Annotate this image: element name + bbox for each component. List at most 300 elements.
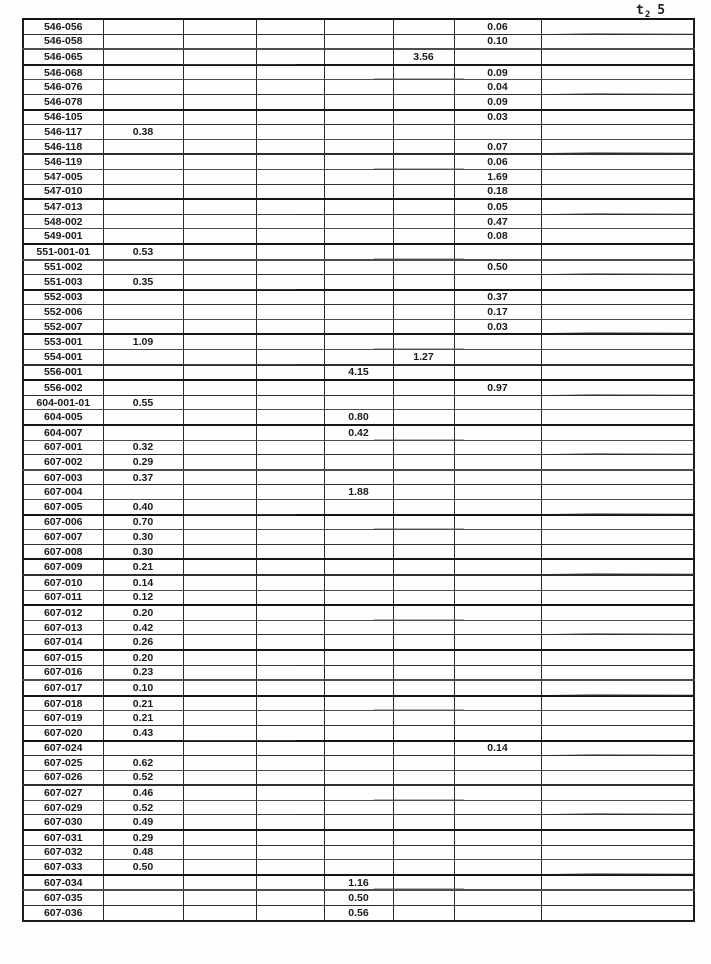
value-cell: [103, 350, 183, 365]
value-cell: [541, 711, 694, 726]
value-cell: [256, 530, 324, 545]
row-id-cell: 607-007: [23, 530, 103, 545]
value-cell: [324, 500, 393, 515]
value-cell: [541, 906, 694, 921]
row-id-cell: 546-105: [23, 110, 103, 125]
value-cell: [541, 244, 694, 260]
value-cell: 0.29: [103, 455, 183, 470]
table-row: [23, 350, 694, 365]
value-cell: [541, 334, 694, 349]
row-id-cell: 549-001: [23, 229, 103, 244]
row-id-cell: 552-003: [23, 290, 103, 305]
value-cell: [256, 741, 324, 756]
value-cell: [103, 875, 183, 891]
value-cell: [541, 756, 694, 771]
value-cell: [324, 544, 393, 559]
table-row: [23, 845, 694, 860]
value-cell: [183, 425, 256, 440]
table-row: [23, 785, 694, 800]
value-cell: [393, 34, 454, 49]
value-cell: [393, 575, 454, 590]
value-cell: [256, 410, 324, 425]
value-cell: [393, 875, 454, 891]
value-cell: [256, 470, 324, 485]
value-cell: [393, 275, 454, 290]
value-cell: [393, 785, 454, 800]
value-cell: [103, 290, 183, 305]
value-cell: [541, 635, 694, 650]
value-cell: [256, 334, 324, 349]
value-cell: [183, 395, 256, 410]
value-cell: [393, 590, 454, 605]
value-cell: [103, 65, 183, 80]
value-cell: [454, 244, 541, 260]
value-cell: 0.09: [454, 94, 541, 109]
value-cell: [324, 696, 393, 711]
value-cell: [183, 244, 256, 260]
row-id-cell: 552-007: [23, 319, 103, 334]
row-id-cell: 552-006: [23, 305, 103, 320]
value-cell: [454, 906, 541, 921]
value-cell: [393, 94, 454, 109]
value-cell: [393, 214, 454, 229]
value-cell: 0.03: [454, 319, 541, 334]
value-cell: [393, 425, 454, 440]
value-cell: [183, 530, 256, 545]
value-cell: [324, 395, 393, 410]
value-cell: [454, 725, 541, 740]
value-cell: [324, 530, 393, 545]
value-cell: 0.21: [103, 696, 183, 711]
value-cell: 0.47: [454, 214, 541, 229]
value-cell: 0.48: [103, 845, 183, 860]
value-cell: [454, 845, 541, 860]
value-cell: [183, 544, 256, 559]
value-cell: [541, 199, 694, 214]
value-cell: [256, 515, 324, 530]
value-cell: [256, 244, 324, 260]
value-cell: [256, 440, 324, 455]
table-row: [23, 214, 694, 229]
row-id-cell: 547-013: [23, 199, 103, 214]
value-cell: [256, 696, 324, 711]
value-cell: [256, 500, 324, 515]
value-cell: [541, 290, 694, 305]
table-row: [23, 680, 694, 696]
value-cell: [324, 830, 393, 845]
table-row: [23, 455, 694, 470]
data-table-body: [23, 19, 694, 921]
value-cell: [256, 275, 324, 290]
row-id-cell: 607-025: [23, 756, 103, 771]
value-cell: [454, 711, 541, 726]
value-cell: [103, 380, 183, 395]
corner-label-suffix: 5: [657, 3, 667, 18]
table-row: [23, 620, 694, 635]
value-cell: [541, 470, 694, 485]
row-id-cell: 607-005: [23, 500, 103, 515]
row-id-cell: 607-008: [23, 544, 103, 559]
value-cell: [393, 110, 454, 125]
table-row: [23, 49, 694, 65]
value-cell: [183, 485, 256, 500]
row-id-cell: 607-014: [23, 635, 103, 650]
value-cell: [183, 800, 256, 815]
value-cell: [393, 365, 454, 381]
value-cell: [541, 845, 694, 860]
value-cell: [324, 860, 393, 875]
row-id-cell: 607-002: [23, 455, 103, 470]
value-cell: [541, 559, 694, 575]
value-cell: 3.56: [393, 49, 454, 65]
value-cell: 0.32: [103, 440, 183, 455]
value-cell: 0.29: [103, 830, 183, 845]
value-cell: [393, 125, 454, 140]
corner-label-subscript: 2: [644, 10, 652, 20]
value-cell: [393, 815, 454, 830]
value-cell: [183, 860, 256, 875]
value-cell: [454, 620, 541, 635]
table-row: [23, 559, 694, 575]
value-cell: [541, 485, 694, 500]
value-cell: [183, 380, 256, 395]
row-id-cell: 554-001: [23, 350, 103, 365]
table-row: [23, 19, 694, 34]
row-id-cell: 607-031: [23, 830, 103, 845]
value-cell: [541, 575, 694, 590]
value-cell: [541, 65, 694, 80]
value-cell: [324, 680, 393, 696]
value-cell: [103, 741, 183, 756]
value-cell: [183, 125, 256, 140]
value-cell: [393, 485, 454, 500]
value-cell: [454, 455, 541, 470]
value-cell: [454, 395, 541, 410]
table-row: [23, 741, 694, 756]
value-cell: [454, 756, 541, 771]
row-id-cell: 546-076: [23, 80, 103, 95]
row-id-cell: 546-056: [23, 19, 103, 34]
value-cell: [541, 425, 694, 440]
value-cell: [454, 125, 541, 140]
value-cell: [324, 244, 393, 260]
row-id-cell: 607-013: [23, 620, 103, 635]
row-id-cell: 607-009: [23, 559, 103, 575]
value-cell: 0.49: [103, 815, 183, 830]
value-cell: [183, 80, 256, 95]
value-cell: [541, 110, 694, 125]
value-cell: 0.53: [103, 244, 183, 260]
row-id-cell: 551-003: [23, 275, 103, 290]
table-row: [23, 800, 694, 815]
value-cell: [103, 184, 183, 199]
row-id-cell: 607-011: [23, 590, 103, 605]
value-cell: [393, 845, 454, 860]
value-cell: [324, 94, 393, 109]
table-row: [23, 260, 694, 275]
value-cell: 0.04: [454, 80, 541, 95]
table-row: [23, 410, 694, 425]
value-cell: [393, 860, 454, 875]
table-row: [23, 830, 694, 845]
table-row: [23, 334, 694, 349]
value-cell: [324, 800, 393, 815]
row-id-cell: 607-016: [23, 665, 103, 680]
value-cell: [183, 94, 256, 109]
value-cell: [256, 906, 324, 921]
value-cell: [454, 559, 541, 575]
value-cell: 0.21: [103, 559, 183, 575]
row-id-cell: 607-020: [23, 725, 103, 740]
value-cell: 0.10: [103, 680, 183, 696]
value-cell: [183, 711, 256, 726]
value-cell: [393, 725, 454, 740]
value-cell: [324, 350, 393, 365]
value-cell: [183, 575, 256, 590]
value-cell: [256, 485, 324, 500]
value-cell: 0.42: [324, 425, 393, 440]
row-id-cell: 546-058: [23, 34, 103, 49]
value-cell: 0.62: [103, 756, 183, 771]
value-cell: [541, 319, 694, 334]
value-cell: [541, 650, 694, 665]
row-id-cell: 548-002: [23, 214, 103, 229]
value-cell: [454, 515, 541, 530]
value-cell: [541, 94, 694, 109]
value-cell: 0.55: [103, 395, 183, 410]
value-cell: [103, 229, 183, 244]
value-cell: [393, 530, 454, 545]
value-cell: [393, 620, 454, 635]
value-cell: [183, 906, 256, 921]
table-row: [23, 875, 694, 891]
value-cell: [541, 49, 694, 65]
value-cell: [393, 260, 454, 275]
value-cell: [541, 530, 694, 545]
table-row: [23, 890, 694, 905]
value-cell: [183, 334, 256, 349]
value-cell: [324, 815, 393, 830]
value-cell: [183, 440, 256, 455]
table-row: [23, 635, 694, 650]
value-cell: [256, 800, 324, 815]
value-cell: 1.88: [324, 485, 393, 500]
table-row: [23, 485, 694, 500]
value-cell: 0.14: [103, 575, 183, 590]
value-cell: [454, 350, 541, 365]
value-cell: [256, 65, 324, 80]
table-row: [23, 125, 694, 140]
value-cell: [324, 199, 393, 214]
value-cell: [183, 815, 256, 830]
value-cell: [256, 34, 324, 49]
row-id-cell: 607-017: [23, 680, 103, 696]
value-cell: [454, 590, 541, 605]
value-cell: [256, 80, 324, 95]
value-cell: [256, 229, 324, 244]
row-id-cell: 546-078: [23, 94, 103, 109]
value-cell: [183, 756, 256, 771]
value-cell: [393, 696, 454, 711]
value-cell: [541, 229, 694, 244]
value-cell: [541, 680, 694, 696]
value-cell: [256, 620, 324, 635]
table-row: [23, 515, 694, 530]
row-id-cell: 607-015: [23, 650, 103, 665]
row-id-cell: 553-001: [23, 334, 103, 349]
value-cell: [541, 830, 694, 845]
row-id-cell: 604-005: [23, 410, 103, 425]
value-cell: 0.09: [454, 65, 541, 80]
table-row: [23, 94, 694, 109]
value-cell: [183, 605, 256, 620]
value-cell: [324, 214, 393, 229]
value-cell: [454, 530, 541, 545]
row-id-cell: 607-033: [23, 860, 103, 875]
value-cell: 0.37: [103, 470, 183, 485]
value-cell: [183, 139, 256, 154]
value-cell: [541, 515, 694, 530]
value-cell: 0.43: [103, 725, 183, 740]
value-cell: [103, 199, 183, 214]
value-cell: [256, 725, 324, 740]
table-row: [23, 696, 694, 711]
table-row: [23, 725, 694, 740]
value-cell: [324, 275, 393, 290]
value-cell: [256, 680, 324, 696]
value-cell: [103, 34, 183, 49]
value-cell: [183, 696, 256, 711]
value-cell: [393, 380, 454, 395]
value-cell: [393, 770, 454, 785]
value-cell: [541, 305, 694, 320]
table-row: [23, 815, 694, 830]
value-cell: [393, 635, 454, 650]
value-cell: [541, 696, 694, 711]
value-cell: [541, 800, 694, 815]
value-cell: [256, 365, 324, 381]
value-cell: [183, 260, 256, 275]
value-cell: [183, 350, 256, 365]
value-cell: [256, 665, 324, 680]
value-cell: [256, 214, 324, 229]
value-cell: [393, 559, 454, 575]
value-cell: [454, 425, 541, 440]
value-cell: [324, 711, 393, 726]
value-cell: [324, 590, 393, 605]
table-row: [23, 305, 694, 320]
value-cell: [393, 65, 454, 80]
value-cell: [393, 800, 454, 815]
value-cell: [103, 365, 183, 381]
value-cell: [393, 650, 454, 665]
value-cell: [393, 305, 454, 320]
value-cell: [541, 365, 694, 381]
table-row: [23, 906, 694, 921]
value-cell: 0.97: [454, 380, 541, 395]
table-row: [23, 544, 694, 559]
value-cell: [256, 890, 324, 905]
row-id-cell: 546-068: [23, 65, 103, 80]
value-cell: [393, 290, 454, 305]
value-cell: [454, 680, 541, 696]
value-cell: [256, 860, 324, 875]
value-cell: [183, 110, 256, 125]
value-cell: [256, 544, 324, 559]
value-cell: [183, 620, 256, 635]
table-row: [23, 440, 694, 455]
value-cell: [393, 515, 454, 530]
value-cell: 0.12: [103, 590, 183, 605]
value-cell: [454, 49, 541, 65]
value-cell: [183, 635, 256, 650]
value-cell: [324, 635, 393, 650]
value-cell: [541, 815, 694, 830]
value-cell: [324, 470, 393, 485]
value-cell: [103, 49, 183, 65]
value-cell: [256, 184, 324, 199]
value-cell: [324, 334, 393, 349]
value-cell: 0.52: [103, 770, 183, 785]
value-cell: [541, 139, 694, 154]
value-cell: [541, 184, 694, 199]
value-cell: [324, 290, 393, 305]
table-row: [23, 530, 694, 545]
row-id-cell: 556-001: [23, 365, 103, 381]
value-cell: [183, 275, 256, 290]
value-cell: [541, 860, 694, 875]
value-cell: [256, 455, 324, 470]
table-row: [23, 756, 694, 771]
value-cell: [256, 756, 324, 771]
row-id-cell: 607-036: [23, 906, 103, 921]
value-cell: [541, 875, 694, 891]
table-row: [23, 650, 694, 665]
table-row: [23, 139, 694, 154]
value-cell: [183, 650, 256, 665]
value-cell: [393, 500, 454, 515]
value-cell: [183, 470, 256, 485]
value-cell: [324, 305, 393, 320]
value-cell: [103, 110, 183, 125]
value-cell: [541, 410, 694, 425]
value-cell: [454, 665, 541, 680]
value-cell: [324, 139, 393, 154]
value-cell: [183, 770, 256, 785]
value-cell: 0.06: [454, 19, 541, 34]
value-cell: [324, 605, 393, 620]
value-cell: [541, 169, 694, 184]
value-cell: [183, 890, 256, 905]
row-id-cell: 607-034: [23, 875, 103, 891]
table-row: [23, 169, 694, 184]
value-cell: [256, 650, 324, 665]
value-cell: [454, 275, 541, 290]
row-id-cell: 607-027: [23, 785, 103, 800]
value-cell: [454, 440, 541, 455]
value-cell: [393, 665, 454, 680]
value-cell: [541, 260, 694, 275]
row-id-cell: 604-007: [23, 425, 103, 440]
value-cell: [393, 139, 454, 154]
value-cell: [454, 860, 541, 875]
row-id-cell: 607-004: [23, 485, 103, 500]
value-cell: [256, 559, 324, 575]
value-cell: [183, 500, 256, 515]
value-cell: [454, 410, 541, 425]
value-cell: [324, 741, 393, 756]
table-row: [23, 275, 694, 290]
